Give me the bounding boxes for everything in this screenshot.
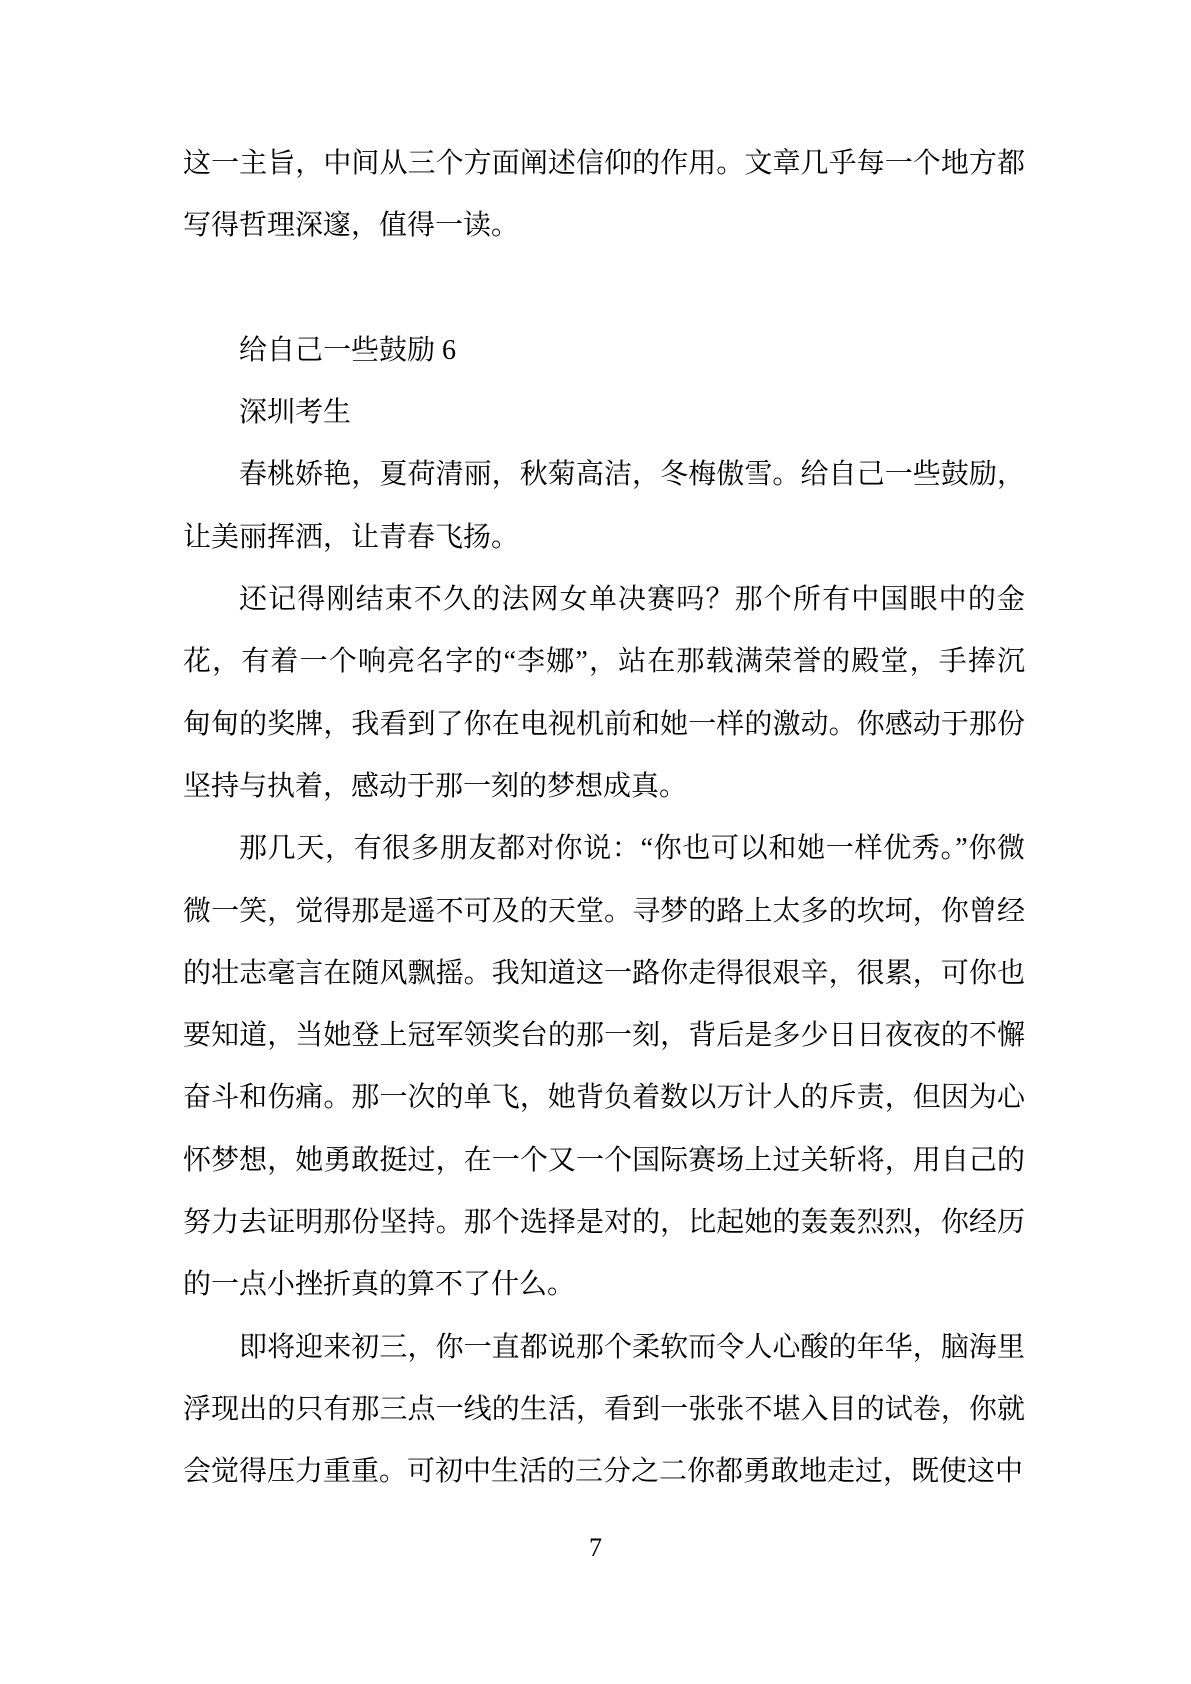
text-line: 怀梦想，她勇敢挺过，在一个又一个国际赛场上过关斩将，用自己的 [183, 1144, 1025, 1176]
body-paragraph-2 [183, 569, 1025, 818]
text-line: 春桃娇艳，夏荷清丽，秋菊高洁，冬梅傲雪。给自己一些鼓励， [239, 459, 1025, 491]
page-number: 7 [589, 1533, 602, 1562]
text-line: 让美丽挥洒，让青春飞扬。 [183, 521, 520, 553]
text-line: 甸甸的奖牌，我看到了你在电视机前和她一样的激动。你感动于那份 [183, 708, 1025, 740]
text-line: 花，有着一个响亮名字的“李娜”，站在那载满荣誉的殿堂，手捧沉 [183, 646, 1025, 678]
text-line: 坚持与执着，感动于那一刻的梦想成真。 [183, 770, 688, 802]
text-line: 这一主旨，中间从三个方面阐述信仰的作用。文章几乎每一个地方都 [183, 148, 1025, 179]
body-paragraph-4 [183, 1317, 1025, 1504]
text-line: 会觉得压力重重。可初中生活的三分之二你都勇敢地走过，既使这中 [183, 1456, 1024, 1488]
text-line: 浮现出的只有那三点一线的生活，看到一张张不堪入目的试卷，你就 [183, 1393, 1025, 1425]
text-line: 努力去证明那份坚持。那个选择是对的，比起她的轰轰烈烈，你经历 [183, 1207, 1025, 1239]
text-line: 的一点小挫折真的算不了什么。 [183, 1269, 576, 1301]
text-line: 深圳考生 [239, 397, 352, 429]
continued-paragraph [183, 133, 1025, 258]
text-line: 奋斗和伤痛。那一次的单飞，她背负着数以万计人的斥责，但因为心 [183, 1082, 1025, 1114]
text-line: 给自己一些鼓励 6 [239, 334, 457, 366]
body-paragraph-1 [183, 444, 1025, 569]
byline [183, 382, 1025, 444]
document-text-block [183, 133, 1025, 1504]
text-line: 要知道，当她登上冠军领奖台的那一刻，背后是多少日日夜夜的不懈 [183, 1020, 1025, 1052]
text-line: 还记得刚结束不久的法网女单决赛吗？那个所有中国眼中的金 [239, 584, 1025, 616]
text-line: 那几天，有很多朋友都对你说：“你也可以和她一样优秀。”你微 [239, 833, 1025, 865]
section-heading [183, 320, 1025, 382]
body-paragraph-3 [183, 818, 1025, 1316]
text-line: 微一笑，觉得那是遥不可及的天堂。寻梦的路上太多的坎坷，你曾经 [183, 895, 1025, 927]
text-line: 写得哲理深邃，值得一读。 [183, 210, 520, 242]
text-line: 的壮志毫言在随风飘摇。我知道这一路你走得很艰辛，很累，可你也 [183, 957, 1025, 989]
text-line: 即将迎来初三，你一直都说那个柔软而令人心酸的年华，脑海里 [239, 1331, 1025, 1363]
